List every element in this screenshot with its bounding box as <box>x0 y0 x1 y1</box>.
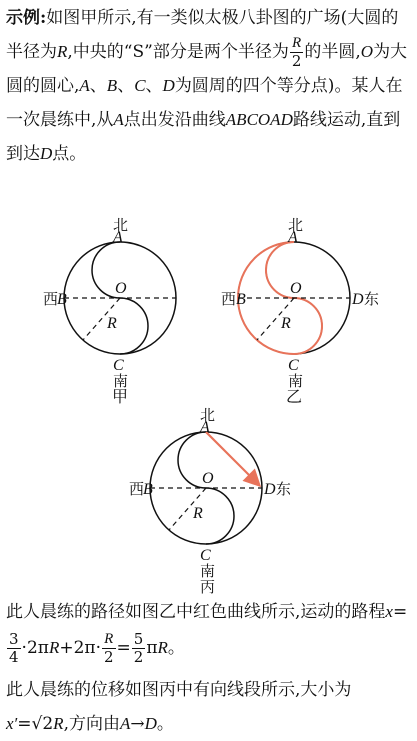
symbol-D: D <box>40 144 53 163</box>
label-west: 西 <box>129 480 145 498</box>
symbol-A: A <box>113 110 124 129</box>
solution-displacement-text <box>6 674 411 741</box>
label-d: D <box>352 291 364 308</box>
example-label: 示例: <box>6 8 47 28</box>
text-run: ·2π <box>21 638 49 658</box>
fraction-denominator: 2 <box>291 52 302 70</box>
symbol-R: R <box>157 638 168 657</box>
text-run: 此人晨练的位移如图丙中有向线段所示,大小为 <box>6 680 352 700</box>
label-b: B <box>57 291 67 308</box>
label-o: O <box>202 470 214 487</box>
text-run: 此人晨练的路径如图乙中红色曲线所示,运动的路程 <box>6 602 386 622</box>
equals-sign: = <box>392 602 408 622</box>
fraction-r-over-2 <box>290 36 304 69</box>
fraction-numerator: R <box>102 632 116 649</box>
arrow-symbol: → <box>130 714 145 734</box>
label-east: 东 <box>364 290 380 308</box>
text-run: 。 <box>156 714 174 734</box>
label-b: B <box>236 291 246 308</box>
text-run: 为大圆的圆心, <box>6 42 408 96</box>
label-o: O <box>115 280 127 297</box>
label-c: C <box>288 357 299 374</box>
fraction-denominator: 4 <box>9 648 19 666</box>
label-r: R <box>107 315 117 332</box>
label-south: 南 <box>113 372 129 390</box>
symbol-R: R <box>48 638 60 657</box>
fraction-numerator: R <box>290 36 304 53</box>
label-a: A <box>288 229 298 246</box>
separator: 、 <box>117 76 135 96</box>
label-west: 西 <box>43 290 59 308</box>
symbol-O: O <box>360 42 374 61</box>
symbol-A: A <box>119 714 131 733</box>
text-run: 如图甲所示,有一类似太极八卦图的广场(大圆的半径为 <box>6 8 399 62</box>
caption-yi: 乙 <box>285 387 302 406</box>
fraction-numerator: 5 <box>133 630 144 648</box>
fraction-numerator: 3 <box>9 630 19 648</box>
label-north: 北 <box>288 216 304 234</box>
fraction-r-over-2 <box>102 632 116 665</box>
text-run: 点出发沿曲线 <box>123 110 226 130</box>
label-east: 东 <box>276 480 292 498</box>
text-run: 的半圆, <box>304 42 361 62</box>
fraction-denominator: 2 <box>103 648 114 666</box>
diagram-yi <box>221 216 394 408</box>
solution-path-text <box>6 594 411 666</box>
separator: 、 <box>89 76 107 96</box>
label-r: R <box>193 505 203 522</box>
label-c: C <box>200 547 211 564</box>
label-south: 南 <box>288 372 304 390</box>
label-a: A <box>200 419 210 436</box>
label-a: A <box>113 229 123 246</box>
pi-symbol: π <box>146 638 158 658</box>
symbol-B: B <box>106 76 118 95</box>
symbol-x-prime: x′ <box>6 714 18 733</box>
symbol-A: A <box>79 76 90 95</box>
text-run: 。 <box>167 638 185 658</box>
equals-sign: = <box>116 638 131 658</box>
symbol-D: D <box>144 714 157 733</box>
fraction-5-over-2 <box>132 632 146 665</box>
label-south: 南 <box>200 562 216 580</box>
label-west: 西 <box>221 290 237 308</box>
symbol-D: D <box>162 76 175 95</box>
label-b: B <box>143 481 153 498</box>
label-north: 北 <box>200 406 216 424</box>
symbol-C: C <box>134 76 146 95</box>
text-run: 路线运动,直到到达 <box>6 110 401 164</box>
symbol-R: R <box>57 42 68 61</box>
text-run: 点。 <box>52 144 87 164</box>
text-run: 为圆周的四个等分点)。某人在一次晨练中,从 <box>6 76 403 130</box>
text-run: +2π· <box>59 638 101 658</box>
problem-text <box>6 2 411 171</box>
text-run: =√2 <box>17 714 54 734</box>
path-name: ABCOAD <box>225 110 293 129</box>
label-c: C <box>113 357 124 374</box>
diagram-jia <box>45 218 195 408</box>
text-run: ,方向由 <box>63 714 120 734</box>
fraction-3-over-4 <box>7 632 21 665</box>
label-north: 北 <box>113 216 129 234</box>
displacement-arrow <box>206 432 258 484</box>
caption-bing: 丙 <box>200 578 216 596</box>
text-run: ,中央的“S”部分是两个半径为 <box>67 42 289 62</box>
caption-jia: 甲 <box>111 387 128 406</box>
symbol-R: R <box>53 714 64 733</box>
label-o: O <box>290 280 302 297</box>
diagram-bing <box>131 408 301 600</box>
label-d: D <box>264 481 276 498</box>
label-r: R <box>281 315 291 332</box>
symbol-x: x <box>385 602 393 621</box>
fraction-denominator: 2 <box>133 648 144 666</box>
separator: 、 <box>145 76 163 96</box>
